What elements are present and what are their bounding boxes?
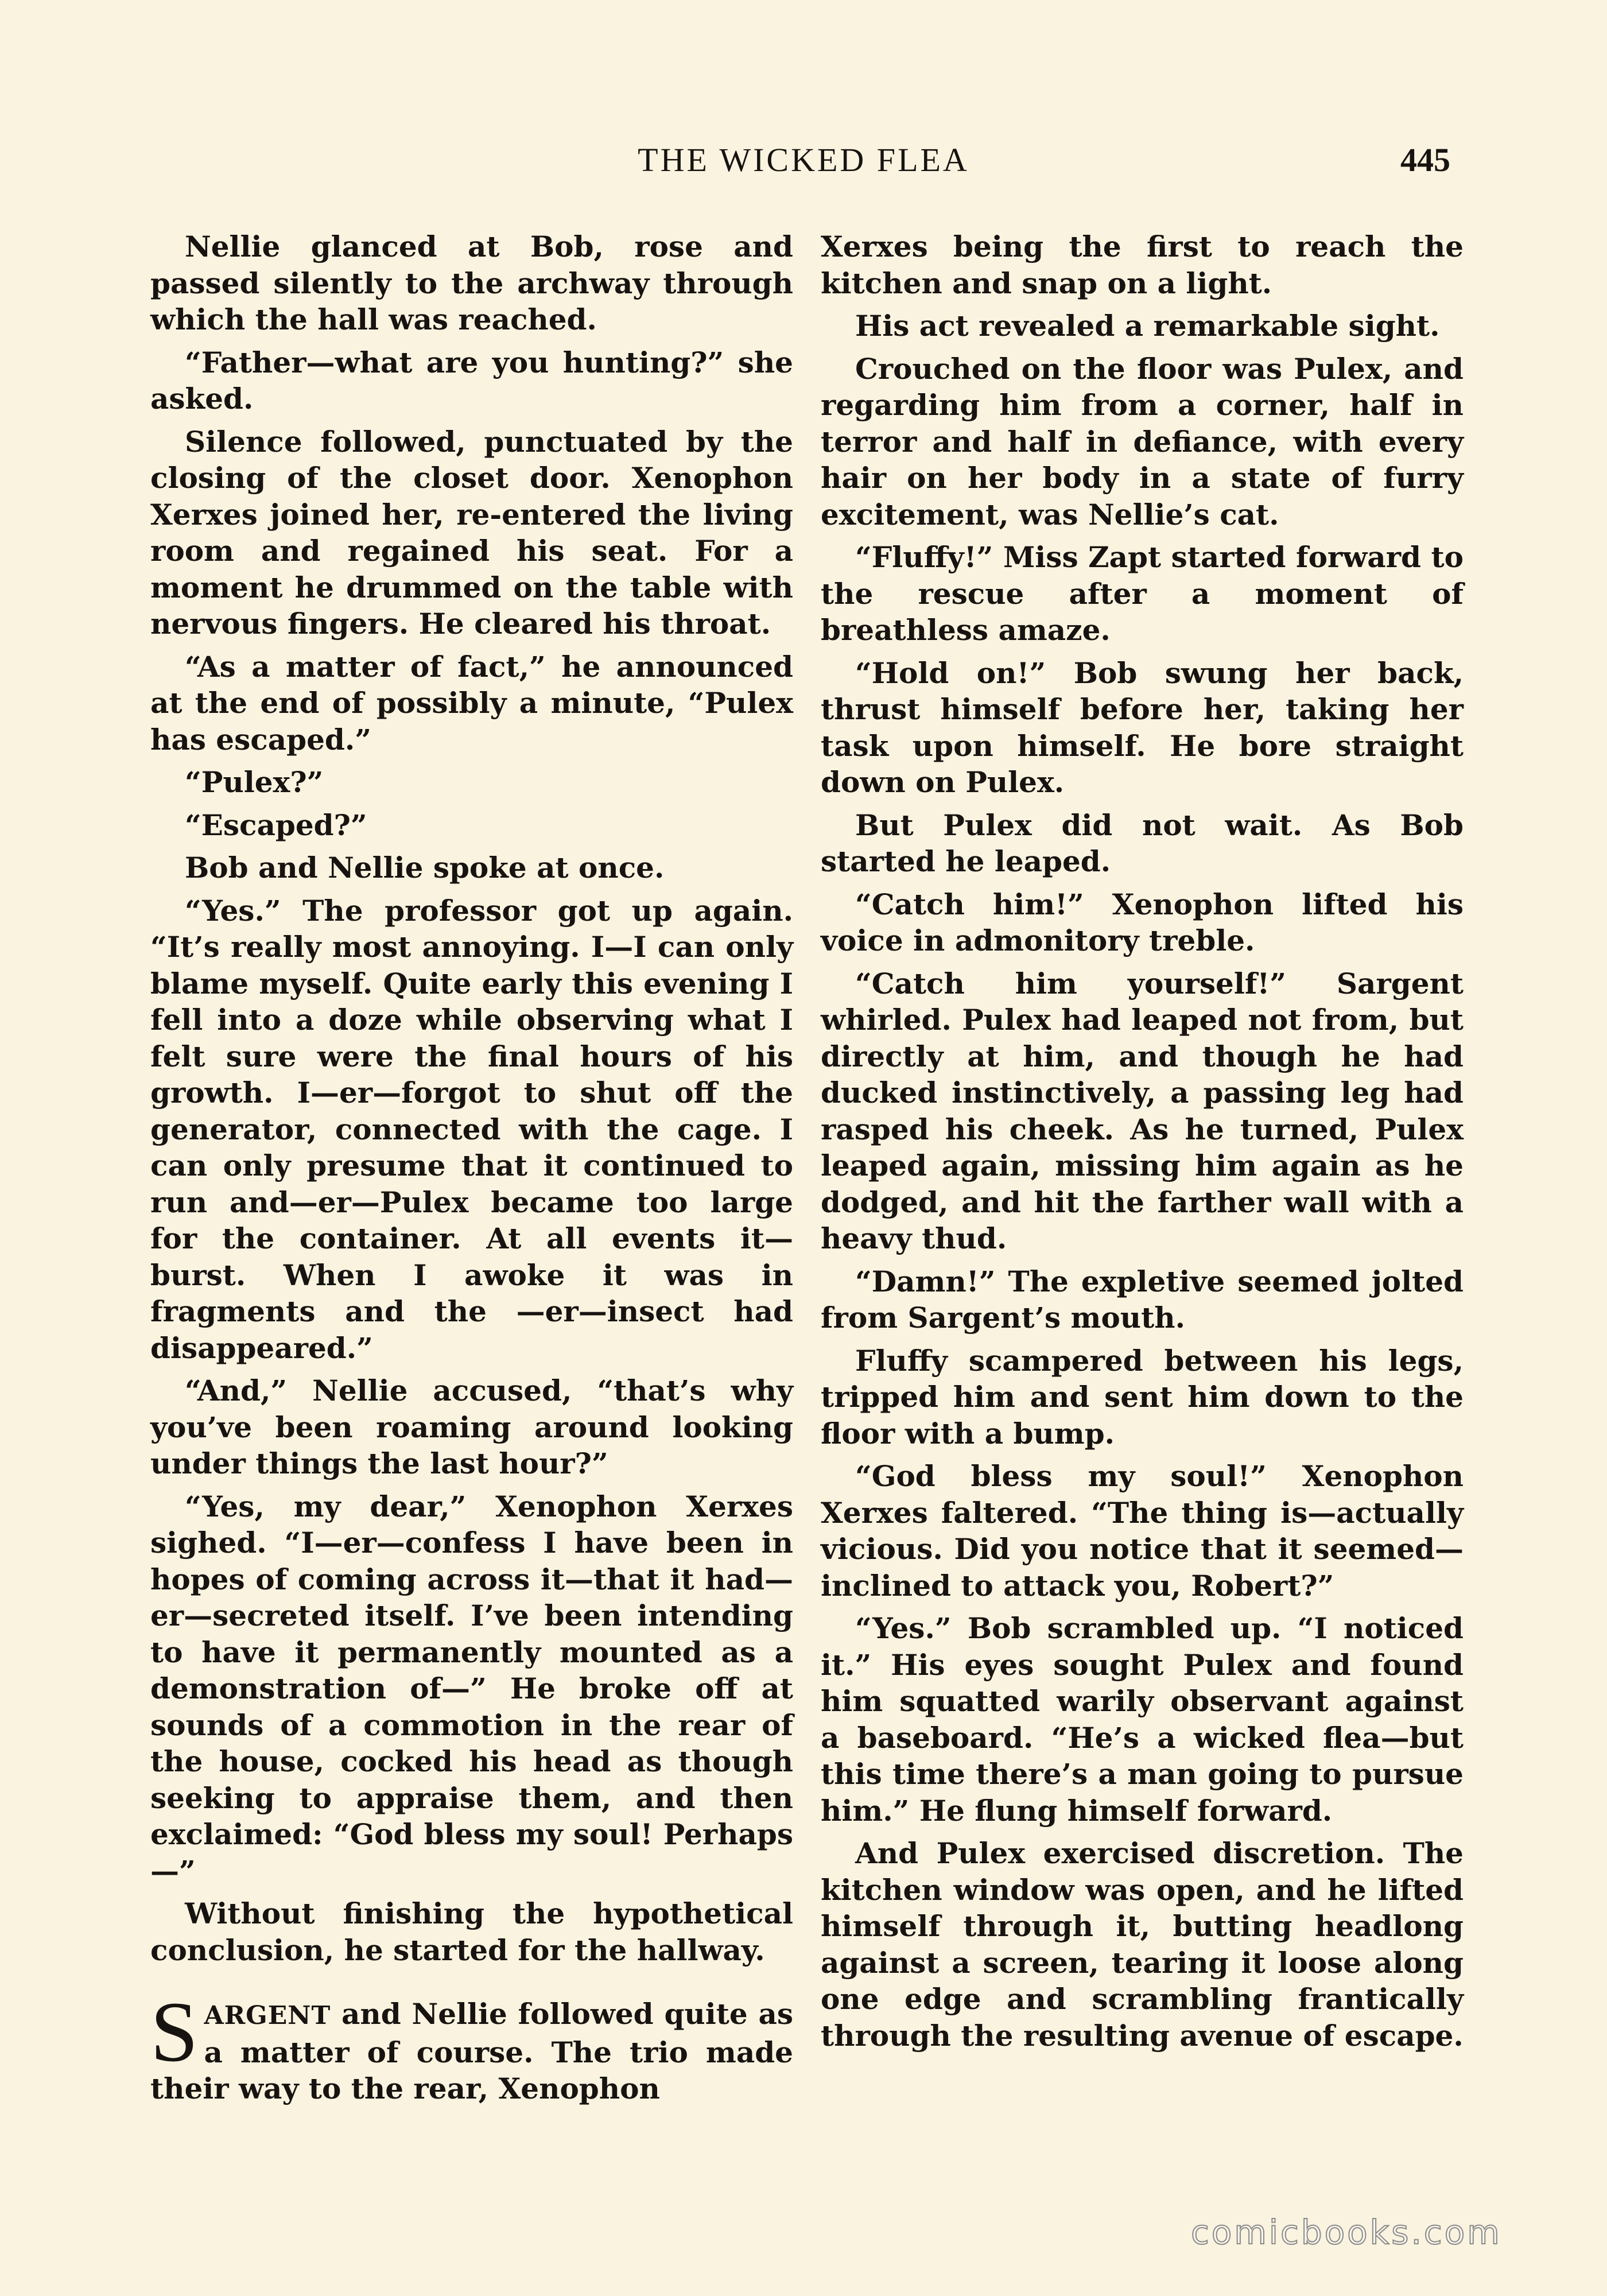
paragraph: But Pulex did not wait. As Bob started he leaped. [821,808,1464,878]
paragraph: “Catch him!” Xenophon lifted his voice in admonitory treble. [821,887,1464,957]
paragraph: “Yes.” Bob scrambled up. “I noticed it.” His eyes sought Pulex and found him squatted warily observant against a baseboard. “He’s a wicked flea—but this time there’s a man going to pursue him.” He flung himself forward. [821,1611,1464,1828]
paragraph: “Yes.” The professor got up again. “It’s really most annoying. I—I can only blame myself. Quite early this evening I fell into a doze while observing what I felt sure were the final hours of his growth. I—er—forgot to shut off the generator, connected with the cage. I can only presume that it continued to run and—er—Pulex became too large for the container. At all events it—burst. When I awoke it was in fragments and the —er—insect had disappeared.” [150,893,793,1365]
paragraph: “As a matter of fact,” he announced at the end of possibly a minute, “Pulex has escaped.” [150,649,793,757]
paragraph-continued: Xerxes being the first to reach the kitchen and snap on a light. [821,230,1464,300]
section-opening-text: and Nellie followed quite as a matter of course. The trio made their way to the rear, Xenophon [150,1997,793,2105]
paragraph: “Escaped?” [185,808,367,842]
paragraph: Silence followed, punctuated by the closing of the closet door. Xenophon Xerxes joined her, re-entered the living room and regained his seat. For a moment he drummed on the table with nervous fingers. He cleared his throat. [150,424,793,641]
paragraph: Crouched on the floor was Pulex, and regarding him from a corner, half in terror and half in defiance, with every hair on her body in a state of furry excitement, was Nellie’s cat. [821,351,1464,532]
paragraph: “Yes, my dear,” Xenophon Xerxes sighed. “I—er—confess I have been in hopes of coming across it—that it had—er—secreted itself. I’ve been intending to have it permanently mounted as a demonstration of—” He broke off at sounds of a commotion in the rear of the house, cocked his head as though seeking to appraise them, and then exclaimed: “God bless my soul! Perhaps—” [150,1489,793,1888]
paragraph: “Hold on!” Bob swung her back, thrust himself before her, taking her task upon himself. He bore straight down on Pulex. [821,656,1464,799]
paragraph: Without finishing the hypothetical conclusion, he started for the hallway. [150,1896,793,1967]
paragraph: “Father—what are you hunting?” she asked. [150,345,793,416]
paragraph: “Pulex?” [185,765,324,799]
paragraph: Nellie glanced at Bob, rose and passed silently to the archway through which the hall was reached. [150,230,793,336]
page-number: 445 [1400,141,1450,179]
paragraph: Fluffy scampered between his legs, tripped him and sent him down to the floor with a bump. [821,1343,1464,1450]
paragraph: “Damn!” The expletive seemed jolted from Sargent’s mouth. [821,1264,1464,1335]
drop-cap: S [150,1984,199,2080]
paragraph: “Fluffy!” Miss Zapt started forward to the rescue after a moment of breathless amaze. [821,540,1464,647]
paragraph: “And,” Nellie accused, “that’s why you’ve been roaming around looking under things the last hour?” [150,1374,793,1480]
left-column [150,228,793,2113]
paragraph: “Catch him yourself!” Sargent whirled. Pulex had leaped not from, but directly at him, and though he had ducked instinctively, a passing leg had rasped his cheek. As he turned, Pulex leaped again, missing him again as he dodged, and hit the farther wall with a heavy thud. [821,966,1464,1255]
paragraph: And Pulex exercised discretion. The kitchen window was open, and he lifted himself through it, butting headlong against a screen, tearing it loose along one edge and scrambling frantically through the resulting avenue of escape. [821,1836,1464,2053]
watermark: comicbooks.com [1191,2213,1502,2252]
paragraph: His act revealed a remarkable sight. [855,309,1440,343]
running-title: THE WICKED FLEA [638,141,969,179]
right-column [821,228,1464,2060]
small-caps-lead: ARGENT [204,2001,331,2030]
paragraph: Bob and Nellie spoke at once. [185,851,665,885]
section-opening-paragraph [150,1984,793,2107]
paragraph: “God bless my soul!” Xenophon Xerxes faltered. “The thing is—actually vicious. Did you notice that it seemed—inclined to attack you, Robert?” [821,1459,1464,1603]
